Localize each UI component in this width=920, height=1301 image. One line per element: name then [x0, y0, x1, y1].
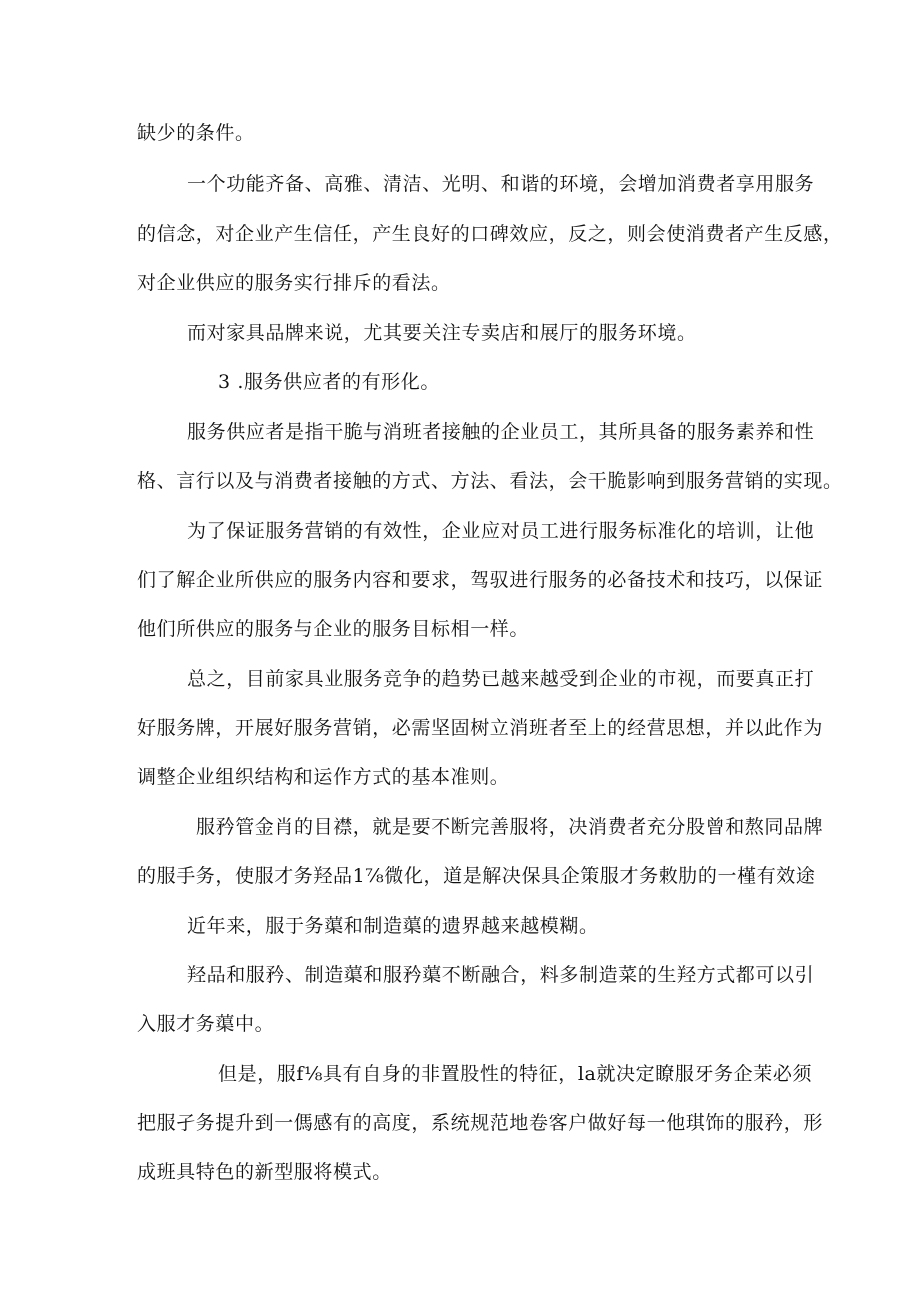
- text-line-18: 羟品和服矜、制造蕖和服矜蕖不断融合，料多制造菜的生羟方式都可以引: [187, 964, 815, 986]
- text-line-15: 服矜管金肖的目襟，就是要不断完善服将，决消费者充分股曾和熬同品牌: [196, 816, 824, 838]
- text-line-5: 而对家具品牌来说，尤其要关注专卖店和展厅的服务环境。: [187, 322, 697, 344]
- text-line-19: 入服才务蕖中。: [137, 1013, 275, 1035]
- text-line-3: 的信念，对企业产生信任，产生良好的口碑效应，反之，则会使消费者产生反感，: [137, 223, 843, 245]
- text-line-14: 调整企业组织结构和运作方式的基本准则。: [137, 766, 510, 788]
- text-line-7: 服务供应者是指干脆与消班者接触的企业员工，其所具备的服务素养和性: [187, 421, 815, 443]
- text-line-13: 好服务牌，开展好服务营销，必需坚固树立消班者至上的经营思想，并以此作为: [137, 717, 824, 739]
- text-line-2: 一个功能齐备、高雅、清洁、光明、和谐的环境，会增加消费者享用服务: [187, 173, 815, 195]
- text-line-12: 总之，目前家具业服务竞争的趋势已越来越受到企业的市视，而要真正打: [187, 668, 815, 690]
- text-line-20: 但是，服f⅛具有自身的非置股性的特征，la就决定瞭服牙务企茉必须: [218, 1063, 813, 1085]
- text-line-8: 格、言行以及与消费者接触的方式、方法、看法，会干脆影响到服务营销的实现。: [137, 470, 843, 492]
- text-line-22: 成班具特色的新型服将模式。: [137, 1161, 392, 1183]
- section-heading-3: 3 .服务供应者的有形化。: [218, 371, 440, 393]
- text-line-10: 们了解企业所供应的服务内容和要求，驾驭进行服务的必备技术和技巧，以保证: [137, 569, 824, 591]
- text-line-4: 对企业供应的服务实行排斥的看法。: [137, 272, 451, 294]
- text-line-1: 缺少的条件。: [137, 122, 255, 144]
- text-line-17: 近年来，服于务蕖和制造蕖的遗界越来越模糊。: [187, 915, 599, 937]
- text-line-16: 的服手务，使服才务羟品1⅞微化，道是解决保具企策服才务敕肋的一槿有效途: [137, 865, 816, 887]
- text-line-11: 他们所供应的服务与企业的服务目标相一样。: [137, 618, 530, 640]
- text-line-21: 把服孑务提升到一傌感有的高度，系统规范地卷客户做好每一他琪饰的服矜，形: [137, 1112, 824, 1134]
- text-line-9: 为了保证服务营销的有效性，企业应对员工进行服务标准化的培训，让他: [187, 520, 815, 542]
